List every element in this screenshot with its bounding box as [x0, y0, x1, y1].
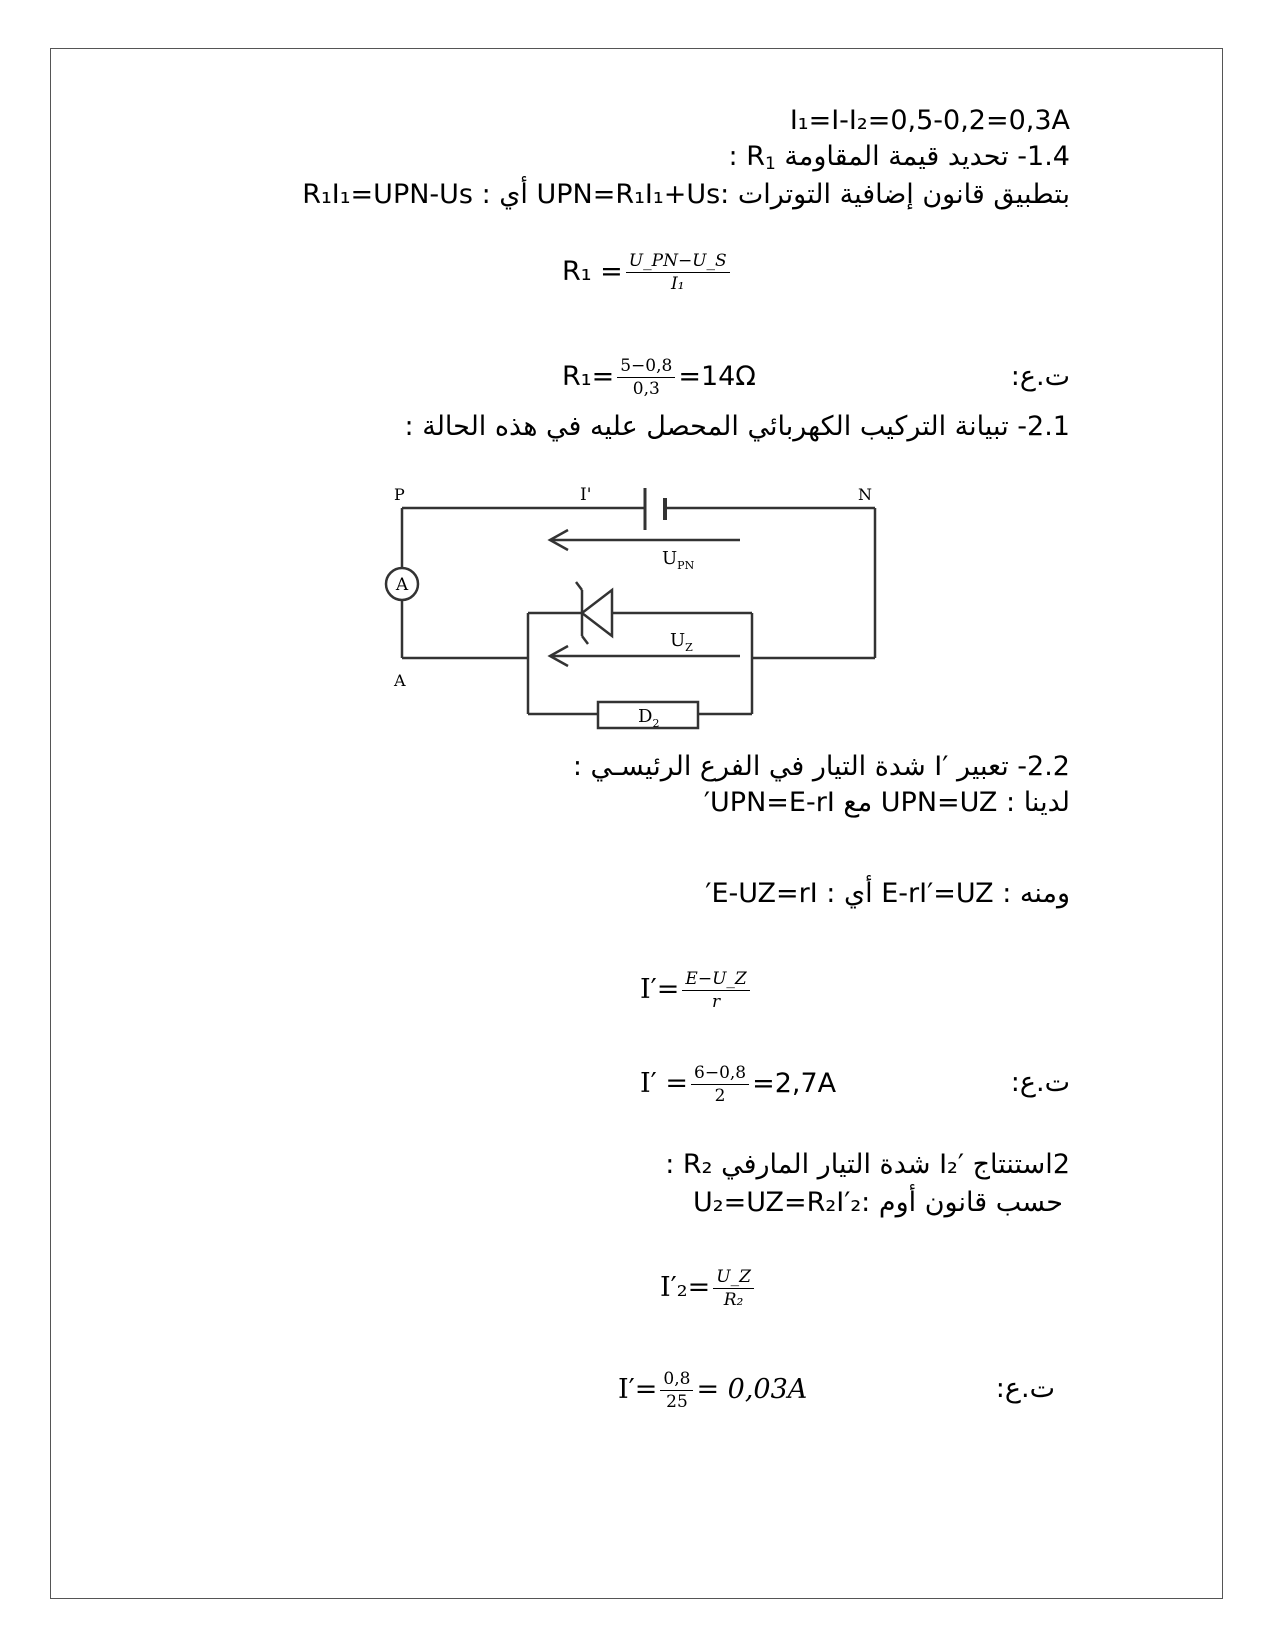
upn-label: $U_{PN}$ [662, 548, 695, 572]
voltage-addition-line: بتطبيق قانون إضافية التوترات :UPN=R₁I₁+Us أي : R₁I₁=UPN-Us [302, 179, 1070, 210]
i2-formula: I′₂= $\frac{U\_Z}{\text{R₂}}$ [660, 1266, 757, 1311]
node-p-label: P [394, 485, 405, 504]
r1-formula: R₁ = $\frac{U\_PN-U\_S}{\text{I₁}}$ [562, 250, 733, 295]
current-label: I' [580, 485, 592, 505]
d2-label: $D_2$ [638, 706, 660, 730]
deduce-line: 2استنتاج ′I₂ شدة التيار المارفي R₂ : [665, 1149, 1070, 1180]
numeric-label-2: ت.ع: [1010, 1067, 1070, 1098]
node-a-label: A [394, 671, 406, 690]
r1-numeric: R₁= $\frac{5-0,8}{0,3}$ =14Ω [562, 356, 756, 399]
iprime-numeric: I′ = $\frac{6-0,8}{2}$ =2,7A [640, 1063, 837, 1106]
uz-label: $U_Z$ [670, 630, 693, 654]
circuit-diagram [380, 478, 910, 758]
hence-line: ومنه : E-rI′=UZ أي : E-UZ=rI′ [705, 878, 1070, 909]
ammeter-label: A [395, 575, 409, 595]
iprime-formula: I′= $\frac{E-U\_Z}{r}$ [640, 968, 753, 1013]
node-n-label: N [858, 485, 872, 504]
section-1-4-heading: 1.4- تحديد قيمة المقاومة $R_1$ : [728, 141, 1070, 174]
current-i1-line: I₁=I-I₂=0,5-0,2=0,3A [789, 105, 1070, 136]
ohm-line: حسب قانون أوم :U₂=UZ=R₂I′₂ [693, 1187, 1063, 1218]
i2-numeric: I′= $\frac{0,8}{25}$ = 0,03A [618, 1369, 808, 1412]
section-2-1-heading: 2.1- تبيانة التركيب الكهربائي المحصل عليه في هذه الحالة : [404, 411, 1070, 442]
numeric-label-3: ت.ع: [995, 1373, 1055, 1404]
section-2-2-heading: 2.2- تعبير ′I شدة التيار في الفرع الرئيسـي : [572, 751, 1070, 782]
have-line: لدينا : UPN=UZ مع UPN=E-rI′ [703, 787, 1070, 818]
numeric-label-1: ت.ع: [1010, 361, 1070, 392]
